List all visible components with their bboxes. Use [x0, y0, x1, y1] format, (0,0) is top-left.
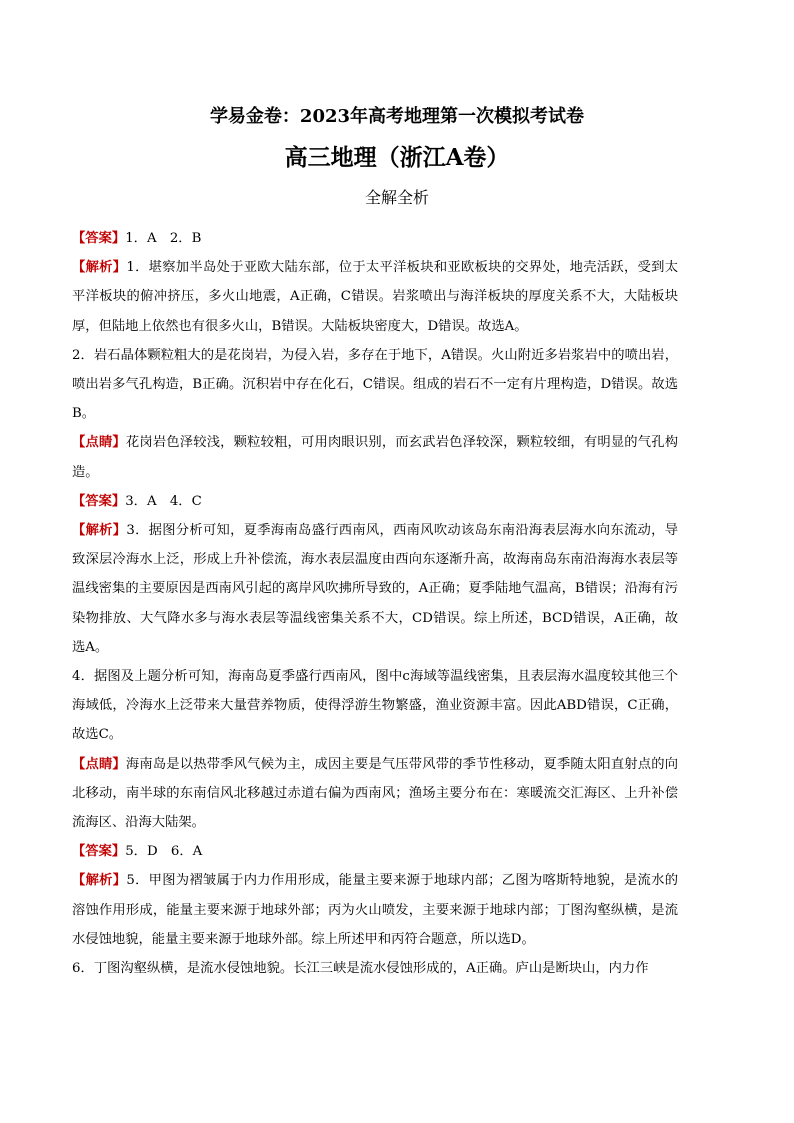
- paragraph-text: 3．据图分析可知，夏季海南岛盛行西南风，西南风吹动该岛东南沿海表层海水向东流动，导致深层冷海水上泛，形成上升补偿流，海水表层温度由西向东逐渐升高，故海南岛东南沿海海水表层等温线密集的主要原因是西南风引起的离岸风吹拂所导致的，A正确；夏季陆地气温高，B错误；沿海有污染物排放、大气降水多与海水表层等温线密集关系不大，CD错误。综上所述，BCD错误，A正确，故选A。: [72, 523, 678, 655]
- analysis-tag: 【解析】: [72, 260, 127, 276]
- paragraph-text: 3．A 4．C: [125, 493, 202, 509]
- answer-paragraph: [72, 837, 678, 866]
- answer-paragraph: [72, 487, 678, 516]
- paragraph-text: 海南岛是以热带季风气候为主，成因主要是气压带风带的季节性移动，夏季随太阳直射点的向北移动，南半球的东南信风北移越过赤道右偏为西南风；渔场主要分布在：寒暖流交汇海区、上升补偿流海区、沿海大陆架。: [72, 756, 679, 831]
- answer-tag: 【答案】: [72, 844, 126, 860]
- paragraph-text: 5．甲图为褶皱属于内力作用形成，能量主要来源于地球内部；乙图为喀斯特地貌，是流水的溶蚀作用形成，能量主要来源于地球外部；丙为火山喷发，主要来源于地球内部；丁图沟壑纵横，是流水侵蚀地貌，能量主要来源于地球外部。综上所述甲和丙符合题意，所以选D。: [72, 873, 678, 947]
- paragraph-text: 1．A 2．B: [125, 231, 202, 246]
- paragraph-text: 4．据图及上题分析可知，海南岛夏季盛行西南风，图中c海域等温线密集，且表层海水温度较其他三个海域低，冷海水上泛带来大量营养物质，使得浮游生物繁盛，渔业资源丰富。因此ABD错误，C正确，故选C。: [72, 669, 678, 743]
- answer-tag: 【答案】: [72, 493, 126, 509]
- analysis-paragraph: [72, 253, 678, 341]
- paragraph-text: 2．岩石晶体颗粒粗大的是花岗岩，为侵入岩，多存在于地下，A错误。火山附近多岩浆岩中的喷出岩，喷出岩多气孔构造，B正确。沉积岩中存在化石，C错误。组成的岩石不一定有片理构造，D错误。故选B。: [72, 347, 678, 422]
- paragraph-text: 1．堪察加半岛处于亚欧大陆东部，位于太平洋板块和亚欧板块的交界处，地壳活跃，受到太平洋板块的俯冲挤压，多火山地震，A正确，C错误。岩浆喷出与海洋板块的厚度关系不大，大陆板块厚，但陆地上依然也有很多火山，B错误。大陆板块密度大，D错误。故选A。: [72, 260, 678, 334]
- document-body: [72, 224, 678, 983]
- exam-subtitle: 高三地理（浙江A卷）: [284, 144, 510, 171]
- paragraph-text: 5．D 6．A: [125, 844, 203, 860]
- analysis-tag: 【解析】: [72, 873, 127, 889]
- analysis-paragraph: [72, 662, 678, 750]
- paragraph-text: 6．丁图沟壑纵横，是流水侵蚀地貌。长江三峡是流水侵蚀形成的，A正确。庐山是断块山，内力作: [72, 961, 649, 977]
- analysis-paragraph: [72, 866, 678, 954]
- paragraph-text: 花岗岩色泽较浅，颗粒较粗，可用肉眼识别，而玄武岩色泽较深，颗粒较细，有明显的气孔构造。: [72, 435, 679, 480]
- tip-tag: 【点睛】: [72, 435, 126, 451]
- answer-tag: 【答案】: [72, 231, 126, 246]
- tip-paragraph: [72, 750, 678, 838]
- analysis-paragraph: [72, 341, 678, 429]
- tip-paragraph: [72, 428, 678, 486]
- tip-tag: 【点睛】: [72, 756, 126, 772]
- section-title: 全解全析: [364, 188, 429, 207]
- analysis-paragraph: [72, 516, 678, 662]
- analysis-paragraph: [72, 954, 678, 983]
- exam-title: 学易金卷：2023年高考地理第一次模拟考试卷: [209, 106, 585, 127]
- answer-paragraph: [72, 224, 678, 253]
- analysis-tag: 【解析】: [72, 523, 127, 539]
